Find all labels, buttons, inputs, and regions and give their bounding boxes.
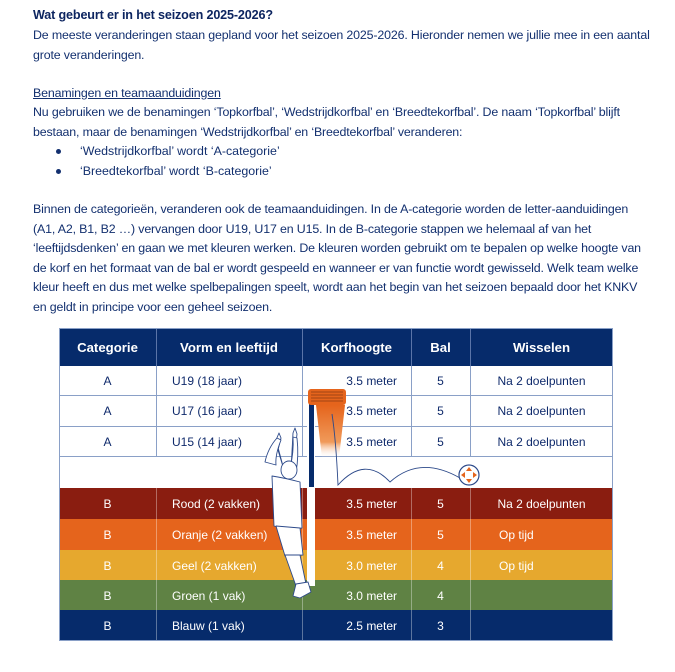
bullet-text: ‘Wedstrijdkorfbal’ wordt ‘A-categorie’: [80, 144, 280, 158]
cell-korfhoogte: 3.5 meter: [346, 496, 397, 511]
page-heading: Wat gebeurt er in het seizoen 2025-2026?: [33, 8, 273, 22]
header-korfhoogte: Korfhoogte: [320, 339, 393, 355]
cell-vorm: U17 (16 jaar): [172, 404, 243, 418]
cell-bal: 5: [437, 496, 444, 511]
bullet-dot-icon: [56, 149, 61, 154]
cell-bal: 4: [437, 558, 444, 573]
cell-categorie: A: [103, 373, 112, 388]
cell-bal: 5: [437, 527, 444, 542]
cell-bal: 3: [437, 618, 444, 633]
cell-korfhoogte: 3.5 meter: [346, 404, 397, 418]
section-title: Benamingen en teamaanduidingen: [33, 86, 221, 100]
names-paragraph: Nu gebruiken we de benamingen ‘Topkorfbal’, ‘Wedstrijdkorfbal’ en ‘Breedtekorfbal’. De naam ‘Topkorfbal’ blijft bestaan, maar de benamingen ‘Wedstrijdkorfbal’ en ‘Breedtekorfbal’ veranderen:: [33, 105, 620, 139]
bullet-text: ‘Breedtekorfbal’ wordt ‘B-categorie’: [80, 163, 272, 178]
header-wisselen: Wisselen: [512, 339, 571, 355]
cell-korfhoogte: 3.5 meter: [346, 373, 397, 388]
cell-vorm: Rood (2 vakken): [172, 496, 261, 511]
cell-bal: 5: [437, 434, 444, 449]
cell-vorm: U19 (18 jaar): [172, 373, 243, 388]
table-spacer-row: [59, 457, 613, 488]
cell-wisselen: [470, 580, 613, 611]
cell-korfhoogte: 3.5 meter: [346, 527, 397, 542]
cell-categorie: B: [103, 527, 112, 542]
cell-vorm: Groen (1 vak): [172, 588, 246, 603]
table-row-rood: [59, 488, 613, 519]
cell-bal: 5: [437, 404, 444, 418]
intro-paragraph: De meeste veranderingen staan gepland voor het seizoen 2025-2026. Hieronder nemen we jullie mee in een aantal grote veranderingen.: [33, 28, 650, 62]
cell-categorie: B: [103, 496, 112, 511]
table-row: [59, 366, 613, 396]
bullet-dot-icon: [56, 169, 61, 174]
cell-korfhoogte: 3.5 meter: [346, 434, 397, 449]
header-vorm: Vorm en leeftijd: [180, 339, 278, 355]
table-row-oranje: [59, 519, 613, 550]
table-row: [59, 427, 613, 457]
rules-table: [59, 328, 613, 641]
cell-categorie: B: [103, 588, 112, 603]
cell-vorm: Geel (2 vakken): [172, 558, 257, 573]
cell-vorm: Blauw (1 vak): [172, 618, 245, 633]
cell-vorm: U15 (14 jaar): [172, 434, 243, 449]
table-row: [59, 396, 613, 427]
bullet-item: [56, 142, 280, 162]
cell-wisselen: Na 2 doelpunten: [497, 434, 586, 449]
header-bal: Bal: [430, 339, 451, 355]
cell-wisselen: Op tijd: [499, 527, 534, 542]
cell-wisselen: [470, 610, 613, 641]
cell-wisselen: Na 2 doelpunten: [497, 404, 586, 418]
bullet-list: [56, 142, 280, 181]
table-row-geel: [59, 550, 613, 581]
body-paragraph: Binnen de categorieën, veranderen ook de teamaanduidingen. In de A-categorie worden de letter-aanduidingen (A1, A2, B1, B2 …) vervangen door U19, U17 en U15. In de B-categorie stappen we helemaal af van het ‘leeftijdsdenken’ en gaan we met kleuren werken. De kleuren worden gebruikt om te bepalen op welke hoogte van de korf en het formaat van de bal er wordt gespeeld en wanneer er van functie wordt gewisseld. Welk team welke kleur heeft en dus met welke spelbepalingen speelt, wordt aan het begin van het seizoen bepaald door het KNKV en geldt in principe voor een geheel seizoen.: [33, 202, 641, 314]
cell-vorm: Oranje (2 vakken): [172, 527, 268, 542]
header-categorie: Categorie: [77, 339, 138, 355]
bullet-item: [56, 162, 280, 182]
cell-korfhoogte: 3.0 meter: [346, 558, 397, 573]
cell-categorie: A: [103, 434, 112, 449]
cell-korfhoogte: 2.5 meter: [346, 618, 397, 633]
cell-bal: 5: [437, 373, 444, 388]
cell-categorie: B: [103, 558, 112, 573]
table-row-groen: [59, 580, 613, 611]
cell-bal: 4: [437, 588, 444, 603]
table-header: [59, 328, 613, 366]
cell-korfhoogte: 3.0 meter: [346, 588, 397, 603]
cell-categorie: B: [103, 618, 112, 633]
cell-categorie: A: [103, 404, 112, 418]
cell-wisselen: Op tijd: [499, 558, 534, 573]
table-row-blauw: [59, 610, 613, 641]
cell-wisselen: Na 2 doelpunten: [497, 496, 586, 511]
cell-wisselen: Na 2 doelpunten: [497, 373, 586, 388]
